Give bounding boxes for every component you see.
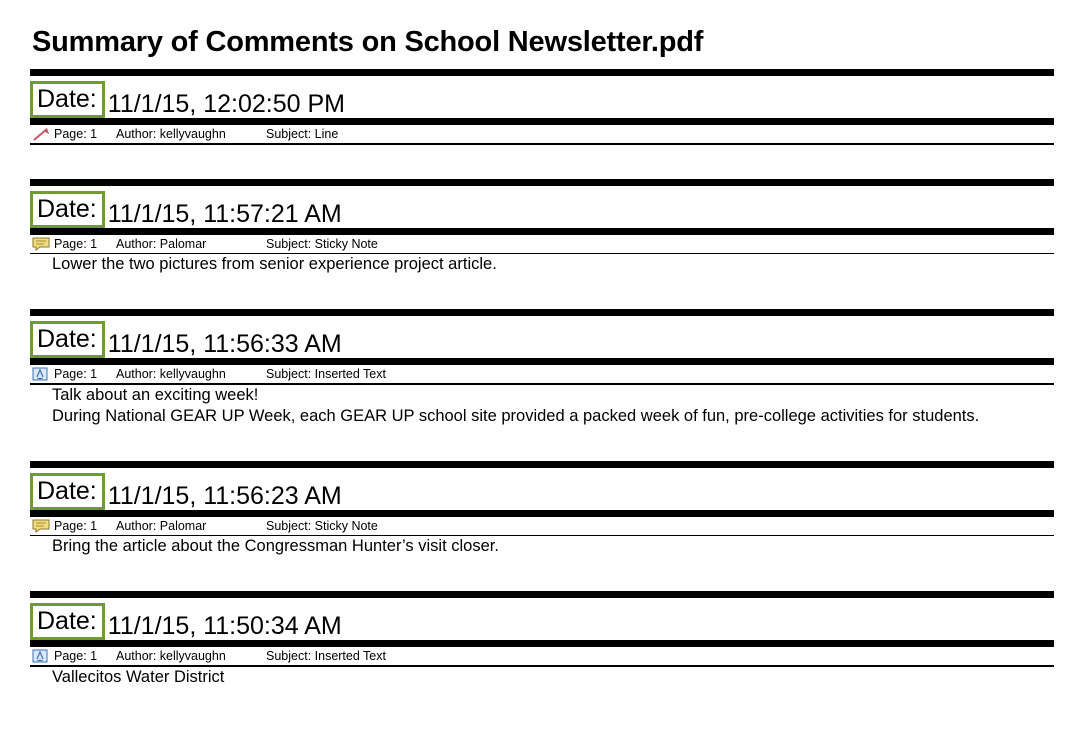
comment-body: [30, 385, 1054, 427]
date-value: 11/1/15, 11:56:33 AM: [107, 330, 342, 358]
comment-body-line: Talk about an exciting week!: [52, 385, 259, 404]
date-label: Date:: [30, 191, 105, 228]
comment-meta: [30, 365, 1054, 383]
comment-author: Author: Palomar: [116, 236, 207, 251]
comment-author: Author: kellyvaughn: [116, 127, 226, 141]
comment-meta: [30, 647, 1054, 665]
sticky-note-icon: [32, 236, 54, 252]
comment-page: Page: 1: [54, 127, 98, 141]
separator-thick: [30, 640, 1054, 647]
comment-body-line: During National GEAR UP Week, each GEAR UP school site provided a packed week of fun, pre-college activities for students.: [52, 406, 980, 425]
inserted-text-icon: [32, 366, 54, 382]
spacer: [30, 275, 1054, 309]
comment-body-line: Bring the article about the Congressman Hunter’s visit closer.: [52, 537, 499, 555]
inserted-text-icon: [32, 648, 54, 664]
line-arrow-icon: [32, 126, 54, 142]
comment-body: [30, 536, 1054, 557]
separator-thick: [30, 228, 1054, 235]
date-label: Date:: [30, 603, 105, 640]
comment-subject: Subject: Sticky Note: [266, 518, 378, 533]
separator-thick: [30, 510, 1054, 517]
comment-body: [30, 667, 1054, 688]
comment-page: Page: 1: [54, 367, 98, 381]
date-row: [30, 600, 1054, 640]
comment-subject: Subject: Line: [266, 127, 339, 141]
sticky-note-icon: [32, 518, 54, 534]
comment-meta: [30, 235, 1054, 253]
comment-subject: Subject: Sticky Note: [266, 236, 378, 251]
comment-entry: [30, 461, 1054, 558]
comment-summary-page: [0, 26, 1084, 735]
date-row: [30, 470, 1054, 510]
comment-entry: [30, 591, 1054, 688]
comment-author: Author: kellyvaughn: [116, 367, 226, 381]
comment-entry: [30, 69, 1054, 145]
comment-entry: [30, 309, 1054, 427]
comment-meta: [30, 125, 1054, 143]
date-value: 11/1/15, 11:56:23 AM: [107, 481, 342, 510]
separator-thick: [30, 358, 1054, 365]
comment-entry: [30, 179, 1054, 276]
comment-page: Page: 1: [54, 649, 98, 663]
separator-thick: [30, 179, 1054, 186]
date-row: [30, 318, 1054, 358]
separator-thick: [30, 309, 1054, 316]
page-title: Summary of Comments on School Newsletter.pdf: [32, 26, 704, 58]
comment-subject: Subject: Inserted Text: [266, 649, 386, 663]
comment-meta: [30, 517, 1054, 535]
date-row: [30, 78, 1054, 118]
spacer: [30, 427, 1054, 461]
comment-author: Author: kellyvaughn: [116, 649, 226, 663]
date-value: 11/1/15, 11:57:21 AM: [107, 199, 342, 228]
spacer: [30, 557, 1054, 591]
comment-author: Author: Palomar: [116, 518, 207, 533]
separator-thick: [30, 69, 1054, 76]
comment-subject: Subject: Inserted Text: [266, 367, 386, 381]
date-value: 11/1/15, 12:02:50 PM: [107, 90, 345, 118]
comment-page: Page: 1: [54, 518, 98, 533]
spacer: [30, 145, 1054, 179]
comment-page: Page: 1: [54, 236, 98, 251]
date-value: 11/1/15, 11:50:34 AM: [107, 612, 342, 640]
separator-thick: [30, 591, 1054, 598]
comment-body-line: Vallecitos Water District: [52, 667, 225, 686]
comment-body-line: Lower the two pictures from senior experience project article.: [52, 255, 497, 273]
date-row: [30, 188, 1054, 228]
date-label: Date:: [30, 321, 105, 358]
comment-body: [30, 254, 1054, 275]
separator-thick: [30, 461, 1054, 468]
separator-thick: [30, 118, 1054, 125]
date-label: Date:: [30, 473, 105, 510]
date-label: Date:: [30, 81, 105, 118]
